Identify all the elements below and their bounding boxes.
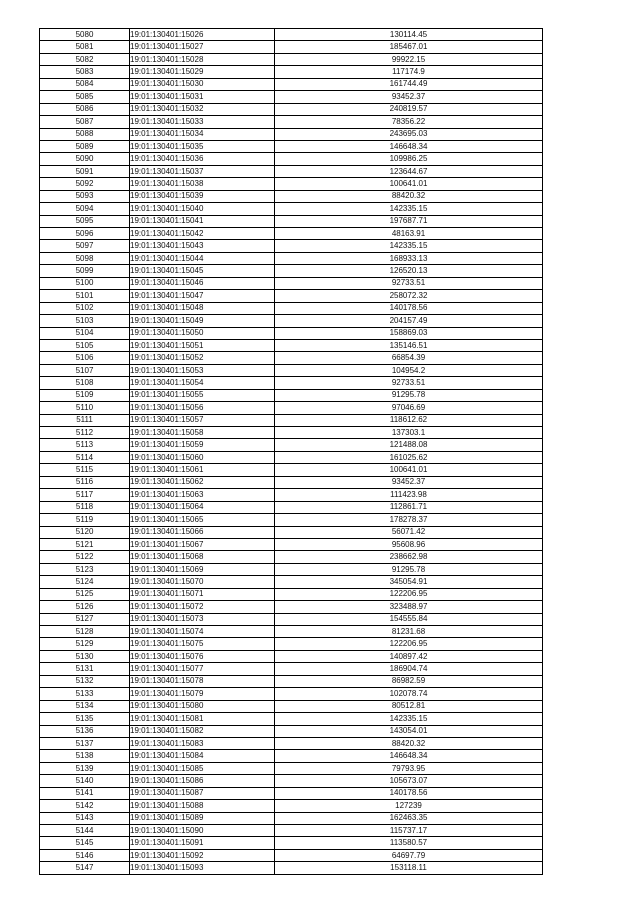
row-number-cell: 5101 <box>40 290 130 302</box>
amount-cell: 111423.98 <box>275 489 543 501</box>
row-number-cell: 5098 <box>40 252 130 264</box>
amount-cell: 135146.51 <box>275 339 543 351</box>
row-number-cell: 5096 <box>40 228 130 240</box>
table-row <box>40 178 543 190</box>
row-number-cell: 5131 <box>40 663 130 675</box>
cadastral-number-cell: 19:01:130401:15069 <box>130 563 275 575</box>
amount-cell: 122206.95 <box>275 588 543 600</box>
row-number-cell: 5084 <box>40 78 130 90</box>
row-number-cell: 5143 <box>40 812 130 824</box>
row-number-cell: 5100 <box>40 277 130 289</box>
cadastral-number-cell: 19:01:130401:15063 <box>130 489 275 501</box>
table-row <box>40 153 543 165</box>
table-row <box>40 315 543 327</box>
table-row <box>40 377 543 389</box>
cadastral-number-cell: 19:01:130401:15067 <box>130 538 275 550</box>
amount-cell: 146648.34 <box>275 750 543 762</box>
cadastral-number-cell: 19:01:130401:15038 <box>130 178 275 190</box>
cadastral-number-cell: 19:01:130401:15080 <box>130 700 275 712</box>
table-row <box>40 563 543 575</box>
table-row <box>40 588 543 600</box>
table-row <box>40 140 543 152</box>
cadastral-number-cell: 19:01:130401:15081 <box>130 713 275 725</box>
table-row <box>40 489 543 501</box>
amount-cell: 88420.32 <box>275 737 543 749</box>
amount-cell: 105673.07 <box>275 775 543 787</box>
table-row <box>40 613 543 625</box>
amount-cell: 97046.69 <box>275 402 543 414</box>
amount-cell: 95608.96 <box>275 538 543 550</box>
row-number-cell: 5080 <box>40 29 130 41</box>
table-row <box>40 327 543 339</box>
amount-cell: 154555.84 <box>275 613 543 625</box>
amount-cell: 161025.62 <box>275 451 543 463</box>
cadastral-number-cell: 19:01:130401:15055 <box>130 389 275 401</box>
table-row <box>40 252 543 264</box>
amount-cell: 79793.95 <box>275 762 543 774</box>
cadastral-number-cell: 19:01:130401:15092 <box>130 849 275 861</box>
table-row <box>40 439 543 451</box>
amount-cell: 185467.01 <box>275 41 543 53</box>
row-number-cell: 5127 <box>40 613 130 625</box>
amount-cell: 92733.51 <box>275 277 543 289</box>
table-row <box>40 352 543 364</box>
amount-cell: 80512.81 <box>275 700 543 712</box>
table-row <box>40 41 543 53</box>
row-number-cell: 5083 <box>40 66 130 78</box>
amount-cell: 66854.39 <box>275 352 543 364</box>
amount-cell: 243695.03 <box>275 128 543 140</box>
amount-cell: 240819.57 <box>275 103 543 115</box>
cadastral-number-cell: 19:01:130401:15026 <box>130 29 275 41</box>
table-row <box>40 538 543 550</box>
amount-cell: 142335.15 <box>275 203 543 215</box>
amount-cell: 345054.91 <box>275 576 543 588</box>
cadastral-number-cell: 19:01:130401:15027 <box>130 41 275 53</box>
row-number-cell: 5120 <box>40 526 130 538</box>
row-number-cell: 5138 <box>40 750 130 762</box>
amount-cell: 100641.01 <box>275 464 543 476</box>
cadastral-number-cell: 19:01:130401:15034 <box>130 128 275 140</box>
table-row <box>40 800 543 812</box>
table-row <box>40 215 543 227</box>
row-number-cell: 5128 <box>40 626 130 638</box>
row-number-cell: 5099 <box>40 265 130 277</box>
row-number-cell: 5129 <box>40 638 130 650</box>
row-number-cell: 5141 <box>40 787 130 799</box>
table-row <box>40 526 543 538</box>
cadastral-number-cell: 19:01:130401:15077 <box>130 663 275 675</box>
row-number-cell: 5103 <box>40 315 130 327</box>
row-number-cell: 5124 <box>40 576 130 588</box>
amount-cell: 118612.62 <box>275 414 543 426</box>
amount-cell: 161744.49 <box>275 78 543 90</box>
cadastral-number-cell: 19:01:130401:15060 <box>130 451 275 463</box>
amount-cell: 178278.37 <box>275 514 543 526</box>
amount-cell: 81231.68 <box>275 626 543 638</box>
table-row <box>40 364 543 376</box>
cadastral-number-cell: 19:01:130401:15039 <box>130 190 275 202</box>
row-number-cell: 5114 <box>40 451 130 463</box>
amount-cell: 158869.03 <box>275 327 543 339</box>
amount-cell: 112861.71 <box>275 501 543 513</box>
table-row <box>40 737 543 749</box>
table-row <box>40 700 543 712</box>
table-row <box>40 825 543 837</box>
cadastral-number-cell: 19:01:130401:15042 <box>130 228 275 240</box>
amount-cell: 91295.78 <box>275 389 543 401</box>
amount-cell: 78356.22 <box>275 116 543 128</box>
amount-cell: 56071.42 <box>275 526 543 538</box>
row-number-cell: 5088 <box>40 128 130 140</box>
amount-cell: 168933.13 <box>275 252 543 264</box>
amount-cell: 137303.1 <box>275 427 543 439</box>
table-row <box>40 638 543 650</box>
row-number-cell: 5142 <box>40 800 130 812</box>
table-row <box>40 849 543 861</box>
row-number-cell: 5095 <box>40 215 130 227</box>
cadastral-number-cell: 19:01:130401:15065 <box>130 514 275 526</box>
row-number-cell: 5085 <box>40 91 130 103</box>
amount-cell: 100641.01 <box>275 178 543 190</box>
cadastral-number-cell: 19:01:130401:15090 <box>130 825 275 837</box>
cadastral-number-cell: 19:01:130401:15084 <box>130 750 275 762</box>
row-number-cell: 5097 <box>40 240 130 252</box>
cadastral-number-cell: 19:01:130401:15076 <box>130 650 275 662</box>
cadastral-number-cell: 19:01:130401:15088 <box>130 800 275 812</box>
row-number-cell: 5102 <box>40 302 130 314</box>
table-row <box>40 862 543 874</box>
row-number-cell: 5109 <box>40 389 130 401</box>
row-number-cell: 5106 <box>40 352 130 364</box>
row-number-cell: 5130 <box>40 650 130 662</box>
table-row <box>40 78 543 90</box>
table-row <box>40 402 543 414</box>
cadastral-number-cell: 19:01:130401:15068 <box>130 551 275 563</box>
cadastral-number-cell: 19:01:130401:15086 <box>130 775 275 787</box>
row-number-cell: 5135 <box>40 713 130 725</box>
table-row <box>40 812 543 824</box>
amount-cell: 146648.34 <box>275 140 543 152</box>
row-number-cell: 5116 <box>40 476 130 488</box>
amount-cell: 142335.15 <box>275 240 543 252</box>
cadastral-number-cell: 19:01:130401:15072 <box>130 601 275 613</box>
cadastral-number-cell: 19:01:130401:15028 <box>130 53 275 65</box>
cadastral-number-cell: 19:01:130401:15079 <box>130 688 275 700</box>
cadastral-number-cell: 19:01:130401:15089 <box>130 812 275 824</box>
cadastral-number-cell: 19:01:130401:15050 <box>130 327 275 339</box>
amount-cell: 93452.37 <box>275 476 543 488</box>
amount-cell: 64697.79 <box>275 849 543 861</box>
cadastral-number-cell: 19:01:130401:15057 <box>130 414 275 426</box>
cadastral-number-cell: 19:01:130401:15036 <box>130 153 275 165</box>
amount-cell: 186904.74 <box>275 663 543 675</box>
cadastral-number-cell: 19:01:130401:15087 <box>130 787 275 799</box>
amount-cell: 104954.2 <box>275 364 543 376</box>
amount-cell: 204157.49 <box>275 315 543 327</box>
row-number-cell: 5117 <box>40 489 130 501</box>
row-number-cell: 5108 <box>40 377 130 389</box>
cadastral-number-cell: 19:01:130401:15078 <box>130 675 275 687</box>
cadastral-number-cell: 19:01:130401:15052 <box>130 352 275 364</box>
row-number-cell: 5126 <box>40 601 130 613</box>
row-number-cell: 5136 <box>40 725 130 737</box>
cadastral-number-cell: 19:01:130401:15051 <box>130 339 275 351</box>
table-row <box>40 476 543 488</box>
cadastral-number-cell: 19:01:130401:15033 <box>130 116 275 128</box>
table-row <box>40 66 543 78</box>
row-number-cell: 5113 <box>40 439 130 451</box>
table-row <box>40 103 543 115</box>
row-number-cell: 5107 <box>40 364 130 376</box>
amount-cell: 113580.57 <box>275 837 543 849</box>
row-number-cell: 5082 <box>40 53 130 65</box>
cadastral-number-cell: 19:01:130401:15075 <box>130 638 275 650</box>
cadastral-number-cell: 19:01:130401:15045 <box>130 265 275 277</box>
row-number-cell: 5145 <box>40 837 130 849</box>
cadastral-number-cell: 19:01:130401:15048 <box>130 302 275 314</box>
row-number-cell: 5090 <box>40 153 130 165</box>
cadastral-number-cell: 19:01:130401:15044 <box>130 252 275 264</box>
row-number-cell: 5091 <box>40 165 130 177</box>
data-table <box>39 28 543 875</box>
cadastral-number-cell: 19:01:130401:15071 <box>130 588 275 600</box>
row-number-cell: 5115 <box>40 464 130 476</box>
row-number-cell: 5110 <box>40 402 130 414</box>
row-number-cell: 5112 <box>40 427 130 439</box>
cadastral-number-cell: 19:01:130401:15037 <box>130 165 275 177</box>
row-number-cell: 5133 <box>40 688 130 700</box>
cadastral-number-cell: 19:01:130401:15062 <box>130 476 275 488</box>
amount-cell: 121488.08 <box>275 439 543 451</box>
cadastral-number-cell: 19:01:130401:15083 <box>130 737 275 749</box>
row-number-cell: 5134 <box>40 700 130 712</box>
row-number-cell: 5089 <box>40 140 130 152</box>
amount-cell: 92733.51 <box>275 377 543 389</box>
table-row <box>40 339 543 351</box>
table-row <box>40 240 543 252</box>
row-number-cell: 5122 <box>40 551 130 563</box>
table-row <box>40 190 543 202</box>
table-row <box>40 775 543 787</box>
amount-cell: 323488.97 <box>275 601 543 613</box>
cadastral-number-cell: 19:01:130401:15049 <box>130 315 275 327</box>
cadastral-number-cell: 19:01:130401:15070 <box>130 576 275 588</box>
row-number-cell: 5092 <box>40 178 130 190</box>
amount-cell: 153118.11 <box>275 862 543 874</box>
amount-cell: 99922.15 <box>275 53 543 65</box>
table-row <box>40 203 543 215</box>
amount-cell: 91295.78 <box>275 563 543 575</box>
table-row <box>40 713 543 725</box>
row-number-cell: 5094 <box>40 203 130 215</box>
table-row <box>40 277 543 289</box>
row-number-cell: 5125 <box>40 588 130 600</box>
cadastral-number-cell: 19:01:130401:15091 <box>130 837 275 849</box>
table-row <box>40 116 543 128</box>
amount-cell: 123644.67 <box>275 165 543 177</box>
row-number-cell: 5081 <box>40 41 130 53</box>
cadastral-number-cell: 19:01:130401:15064 <box>130 501 275 513</box>
cadastral-number-cell: 19:01:130401:15032 <box>130 103 275 115</box>
table-row <box>40 551 543 563</box>
row-number-cell: 5087 <box>40 116 130 128</box>
row-number-cell: 5119 <box>40 514 130 526</box>
row-number-cell: 5132 <box>40 675 130 687</box>
table-row <box>40 750 543 762</box>
amount-cell: 93452.37 <box>275 91 543 103</box>
table-row <box>40 414 543 426</box>
cadastral-number-cell: 19:01:130401:15085 <box>130 762 275 774</box>
cadastral-number-cell: 19:01:130401:15061 <box>130 464 275 476</box>
table-row <box>40 91 543 103</box>
row-number-cell: 5137 <box>40 737 130 749</box>
cadastral-number-cell: 19:01:130401:15040 <box>130 203 275 215</box>
row-number-cell: 5139 <box>40 762 130 774</box>
table-row <box>40 302 543 314</box>
table-row <box>40 228 543 240</box>
amount-cell: 102078.74 <box>275 688 543 700</box>
row-number-cell: 5123 <box>40 563 130 575</box>
amount-cell: 140178.56 <box>275 302 543 314</box>
amount-cell: 126520.13 <box>275 265 543 277</box>
table-row <box>40 427 543 439</box>
amount-cell: 109986.25 <box>275 153 543 165</box>
table-row <box>40 663 543 675</box>
amount-cell: 48163.91 <box>275 228 543 240</box>
cadastral-number-cell: 19:01:130401:15047 <box>130 290 275 302</box>
cadastral-number-cell: 19:01:130401:15053 <box>130 364 275 376</box>
table-row <box>40 451 543 463</box>
table-row <box>40 501 543 513</box>
amount-cell: 143054.01 <box>275 725 543 737</box>
row-number-cell: 5147 <box>40 862 130 874</box>
table-row <box>40 787 543 799</box>
row-number-cell: 5105 <box>40 339 130 351</box>
amount-cell: 238662.98 <box>275 551 543 563</box>
table-row <box>40 675 543 687</box>
table-body <box>40 29 543 875</box>
cadastral-number-cell: 19:01:130401:15082 <box>130 725 275 737</box>
table-row <box>40 165 543 177</box>
amount-cell: 86982.59 <box>275 675 543 687</box>
cadastral-number-cell: 19:01:130401:15073 <box>130 613 275 625</box>
amount-cell: 130114.45 <box>275 29 543 41</box>
cadastral-number-cell: 19:01:130401:15058 <box>130 427 275 439</box>
table-row <box>40 128 543 140</box>
cadastral-number-cell: 19:01:130401:15046 <box>130 277 275 289</box>
amount-cell: 117174.9 <box>275 66 543 78</box>
cadastral-number-cell: 19:01:130401:15041 <box>130 215 275 227</box>
cadastral-number-cell: 19:01:130401:15035 <box>130 140 275 152</box>
table-row <box>40 389 543 401</box>
table-row <box>40 464 543 476</box>
cadastral-number-cell: 19:01:130401:15031 <box>130 91 275 103</box>
amount-cell: 140897.42 <box>275 650 543 662</box>
amount-cell: 122206.95 <box>275 638 543 650</box>
amount-cell: 162463.35 <box>275 812 543 824</box>
table-row <box>40 601 543 613</box>
table-row <box>40 576 543 588</box>
cadastral-number-cell: 19:01:130401:15029 <box>130 66 275 78</box>
table-row <box>40 265 543 277</box>
amount-cell: 127239 <box>275 800 543 812</box>
table-row <box>40 725 543 737</box>
table-row <box>40 514 543 526</box>
cadastral-number-cell: 19:01:130401:15093 <box>130 862 275 874</box>
cadastral-number-cell: 19:01:130401:15074 <box>130 626 275 638</box>
amount-cell: 140178.56 <box>275 787 543 799</box>
cadastral-number-cell: 19:01:130401:15043 <box>130 240 275 252</box>
cadastral-number-cell: 19:01:130401:15059 <box>130 439 275 451</box>
row-number-cell: 5086 <box>40 103 130 115</box>
row-number-cell: 5104 <box>40 327 130 339</box>
amount-cell: 258072.32 <box>275 290 543 302</box>
cadastral-number-cell: 19:01:130401:15054 <box>130 377 275 389</box>
row-number-cell: 5093 <box>40 190 130 202</box>
table-row <box>40 762 543 774</box>
amount-cell: 115737.17 <box>275 825 543 837</box>
row-number-cell: 5118 <box>40 501 130 513</box>
amount-cell: 88420.32 <box>275 190 543 202</box>
table-row <box>40 626 543 638</box>
amount-cell: 197687.71 <box>275 215 543 227</box>
cadastral-number-cell: 19:01:130401:15030 <box>130 78 275 90</box>
row-number-cell: 5144 <box>40 825 130 837</box>
cadastral-number-cell: 19:01:130401:15066 <box>130 526 275 538</box>
row-number-cell: 5140 <box>40 775 130 787</box>
row-number-cell: 5146 <box>40 849 130 861</box>
table-row <box>40 688 543 700</box>
table-row <box>40 837 543 849</box>
row-number-cell: 5121 <box>40 538 130 550</box>
amount-cell: 142335.15 <box>275 713 543 725</box>
row-number-cell: 5111 <box>40 414 130 426</box>
table-row <box>40 29 543 41</box>
table-row <box>40 290 543 302</box>
table-row <box>40 650 543 662</box>
table-row <box>40 53 543 65</box>
cadastral-number-cell: 19:01:130401:15056 <box>130 402 275 414</box>
